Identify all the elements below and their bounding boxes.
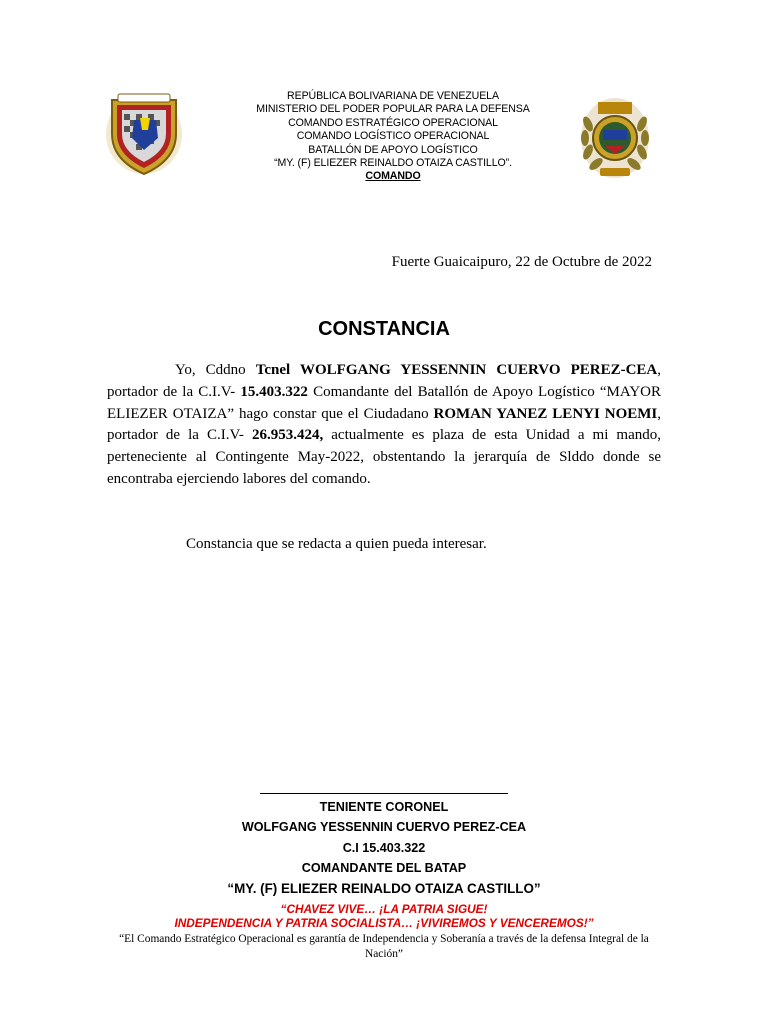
closing-statement: Constancia que se redacta a quien pueda interesar. [186,536,487,552]
letterhead-line: COMANDO ESTRATÉGICO OPERACIONAL [288,116,498,129]
slogan-line: INDEPENDENCIA Y PATRIA SOCIALISTA… ¡VIVIREMOS Y VENCEREMOS!” [174,915,594,930]
letterhead-line: BATALLÓN DE APOYO LOGÍSTICO [308,143,478,156]
commander-id: 15.403.322 [240,383,308,400]
footer-motto: “El Comando Estratégico Operacional es garantía de Independencia y Soberanía a través de la defensa Integral de la Nación” [119,933,649,960]
document-title: CONSTANCIA [318,318,450,340]
body-text-segment: Comandante del Batallón de Apoyo Logístico “MAYOR ELIEZER OTAIZA” hago constar que el Ciudadano [107,383,661,422]
letterhead-line: COMANDO LOGÍSTICO OPERACIONAL [296,130,490,143]
letterhead-comando: COMANDO [365,170,421,183]
body-text-segment: actualmente es plaza de esta Unidad a mi mando, perteneciente al Contingente May-2022, obstentando la jerarquía de Slddo donde se encontraba ejerciendo labores del comando. [107,427,661,487]
letterhead-line: “MY. (F) ELIEZER REINALDO OTAIZA CASTILLO”. [274,157,512,170]
document-date: Fuerte Guaicaipuro, 22 de Octubre de 2022 [391,254,652,270]
body-text-segment: , portador de la C.I.V- [107,362,661,400]
signer-id: C.I 15.403.322 [342,840,426,855]
signer-position: COMANDANTE DEL BATAP [301,861,467,876]
body-text-segment: Yo, Cddno [175,362,256,378]
military-shield-emblem [104,90,184,176]
body-text-segment: , portador de la C.I.V- [107,405,661,444]
citizen-name: ROMAN YANEZ LENYI NOEMI [433,405,658,422]
signer-name: WOLFGANG YESSENNIN CUERVO PEREZ-CEA [241,820,527,835]
laurel-crest-emblem [578,94,652,184]
letterhead [200,90,586,184]
signer-unit: “MY. (F) ELIEZER REINALDO OTAIZA CASTILLO” [227,880,541,896]
letterhead-line: REPÚBLICA BOLIVARIANA DE VENEZUELA [287,90,499,102]
citizen-id: 26.953.424, [251,427,324,444]
signer-rank: TENIENTE CORONEL [319,800,449,814]
slogan [0,903,768,930]
commander-name: Tcnel WOLFGANG YESSENNIN CUERVO PEREZ-CEA [255,362,658,378]
signature-block [0,797,768,899]
signature-line [260,793,508,794]
letterhead-line: MINISTERIO DEL PODER POPULAR PARA LA DEFENSA [256,103,530,116]
body-paragraph [107,360,661,491]
slogan-line: “CHAVEZ VIVE… ¡LA PATRIA SIGUE! [280,902,488,916]
